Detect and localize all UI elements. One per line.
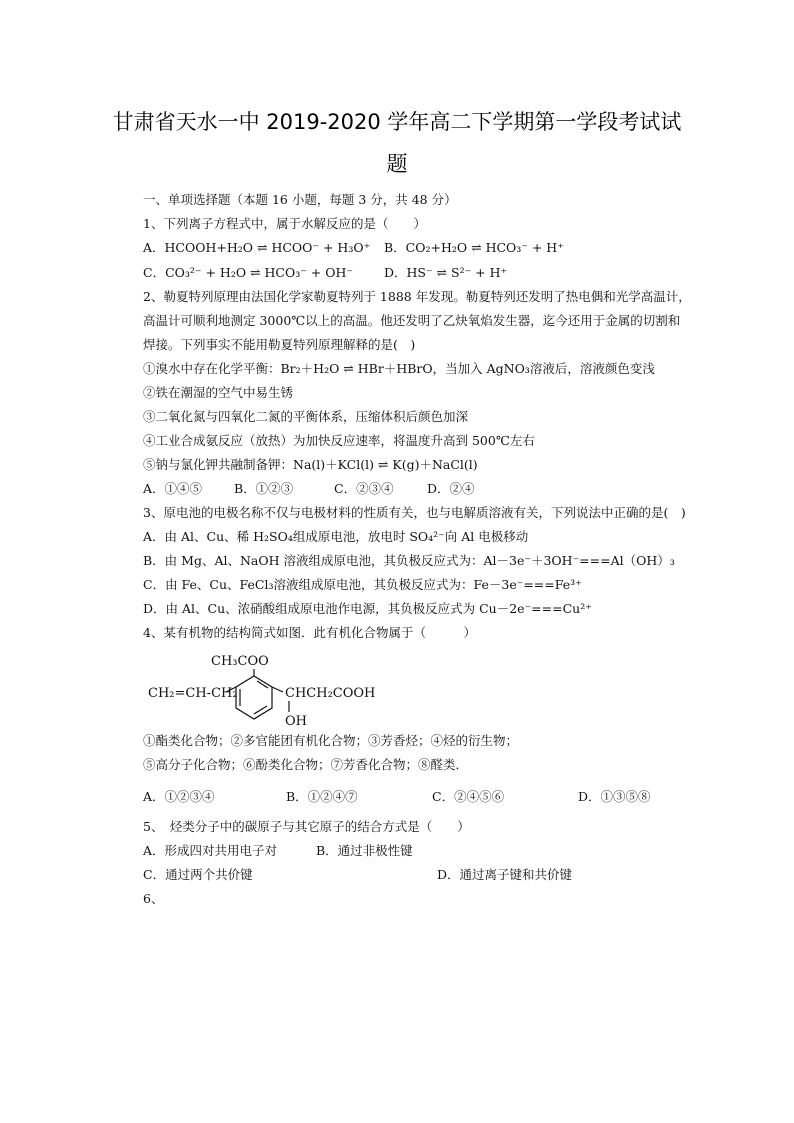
- q2-item-2: ②铁在潮湿的空气中易生锈: [143, 385, 294, 400]
- q3-option-c: C．由 Fe、Cu、FeCl₃溶液组成原电池，其负极反应式为：Fe－3e⁻===Fe³⁺: [143, 577, 582, 592]
- q2-item-1: ①溴水中存在化学平衡：Br₂＋H₂O ⇌ HBr＋HBrO，当加入 AgNO₃溶液后，溶液颜色变浅: [143, 361, 655, 376]
- structure-top-group: CH₃COO: [211, 654, 269, 669]
- q3-option-d: D．由 Al、Cu、浓硝酸组成原电池作电源，其负极反应式为 Cu－2e⁻===Cu²⁺: [143, 601, 592, 616]
- page-title-line-2: 题: [386, 152, 408, 176]
- page-title-line-1: 甘肃省天水一中 2019-2020 学年高二下学期第一学段考试试: [112, 110, 682, 134]
- q3-stem: 3、原电池的电极名称不仅与电极材料的性质有关，也与电解质溶液有关，下列说法中正确的是( ): [143, 505, 686, 520]
- q4-option-d: D．①③⑤⑧: [578, 789, 651, 804]
- q5-option-c: C．通过两个共价键: [143, 867, 253, 882]
- structure-bottom-group: OH: [285, 714, 307, 729]
- q4-option-a: A．①②③④: [143, 789, 215, 804]
- q2-stem-line-3: 焊接。下列事实不能用勒夏特列原理解释的是( ): [143, 337, 416, 352]
- q1-option-a: A．HCOOH+H₂O ⇌ HCOO⁻ + H₃O⁺: [143, 240, 371, 255]
- q5-stem: 5、 烃类分子中的碳原子与其它原子的结合方式是（ ）: [143, 819, 470, 834]
- q4-option-b: B．①②④⑦: [286, 789, 358, 804]
- q1-option-b: B．CO₂+H₂O ⇌ HCO₃⁻ + H⁺: [384, 240, 564, 255]
- q4-stem: 4、某有机物的结构简式如图．此有机化合物属于（ ）: [143, 625, 476, 640]
- q2-stem-line-1: 2、勒夏特列原理由法国化学家勒夏特列于 1888 年发现。勒夏特列还发明了热电偶和光学高温计，: [143, 289, 691, 304]
- q4-classification-line-1: ①酯类化合物；②多官能团有机化合物；③芳香烃；④烃的衍生物；: [143, 733, 519, 748]
- benzene-ring: [226, 669, 289, 719]
- q2-item-3: ③二氧化氮与四氧化二氮的平衡体系，压缩体积后颜色加深: [143, 409, 469, 424]
- q5-option-b: B．通过非极性键: [316, 843, 413, 858]
- q1-stem: 1、下列离子方程式中，属于水解反应的是（ ）: [143, 216, 426, 231]
- section-heading: 一、单项选择题（本题 16 小题，每题 3 分，共 48 分）: [143, 192, 457, 207]
- structural-formula: [148, 650, 378, 732]
- q2-option-d: D．②④: [427, 481, 475, 496]
- structure-left-group: CH₂=CH-CH₂: [148, 686, 238, 701]
- q5-option-a: A．形成四对共用电子对: [143, 843, 278, 858]
- q6-stem: 6、: [143, 891, 164, 906]
- structure-right-group: CHCH₂COOH: [285, 686, 376, 701]
- q3-option-b: B．由 Mg、Al、NaOH 溶液组成原电池，其负极反应式为：Al－3e⁻＋3OH⁻===Al（OH）₃: [143, 553, 675, 568]
- q1-option-d: D．HS⁻ ⇌ S²⁻ + H⁺: [384, 265, 508, 280]
- q4-option-c: C．②④⑤⑥: [432, 789, 505, 804]
- q5-option-d: D．通过离子键和共价键: [437, 867, 573, 882]
- q2-option-c: C．②③④: [334, 481, 394, 496]
- q2-option-b: B．①②③: [234, 481, 294, 496]
- q1-option-c: C．CO₃²⁻ + H₂O ⇌ HCO₃⁻ + OH⁻: [143, 265, 353, 280]
- q2-stem-line-2: 高温计可顺利地测定 3000℃以上的高温。他还发明了乙炔氧焰发生器，迄今还用于金属的切割和: [143, 313, 681, 328]
- q3-option-a: A．由 Al、Cu、稀 H₂SO₄组成原电池，放电时 SO₄²⁻向 Al 电极移动: [143, 529, 529, 544]
- q2-option-a: A．①④⑤: [143, 481, 203, 496]
- q2-item-5: ⑤钠与氯化钾共融制备钾：Na(l)＋KCl(l) ⇌ K(g)＋NaCl(l): [143, 457, 478, 472]
- q2-item-4: ④工业合成氨反应（放热）为加快反应速率，将温度升高到 500℃左右: [143, 433, 535, 448]
- q4-classification-line-2: ⑤高分子化合物；⑥酚类化合物；⑦芳香化合物；⑧醛类．: [143, 757, 469, 772]
